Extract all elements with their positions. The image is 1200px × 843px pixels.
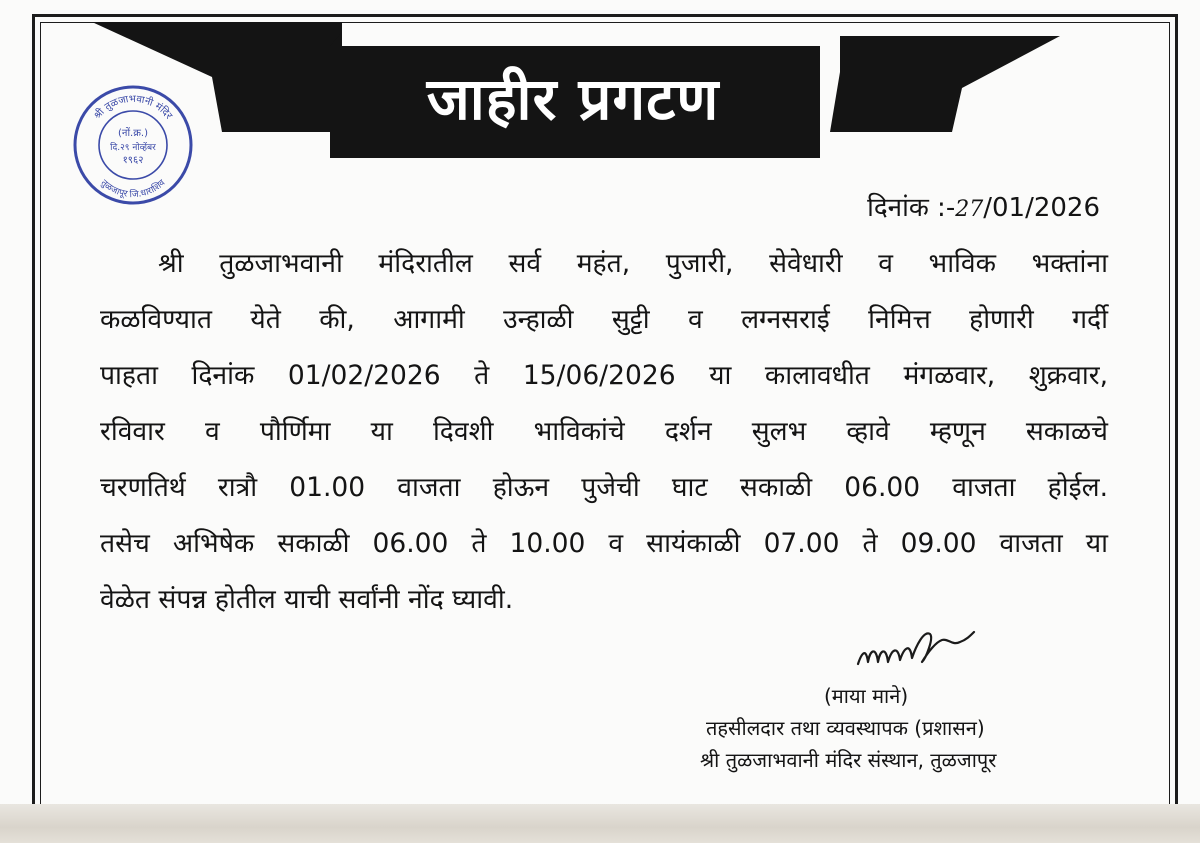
signatory-designation: तहसीलदार तथा व्यवस्थापक (प्रशासन) bbox=[706, 716, 985, 740]
body-line: वेळेत संपन्न होतील याची सर्वांनी नोंद घ्यावी. bbox=[100, 584, 514, 615]
signatory-organization: श्री तुळजाभवानी मंदिर संस्थान, तुळजापूर bbox=[700, 748, 997, 772]
body-line: तसेच अभिषेक सकाळी 06.00 ते 10.00 व सायंकाळी 07.00 ते 09.00 वाजता या bbox=[100, 528, 1108, 559]
notice-body bbox=[100, 236, 1108, 628]
notice-date bbox=[867, 188, 1100, 224]
notice-title: जाहीर प्रगटण bbox=[426, 64, 720, 133]
seal-center-mid: दि.२९ नोव्हेंबर bbox=[110, 143, 156, 153]
body-line: पाहता दिनांक 01/02/2026 ते 15/06/2026 या कालावधीत मंगळवार, शुक्रवार, bbox=[100, 360, 1108, 391]
date-printed: /01/2026 bbox=[983, 193, 1100, 223]
seal-ring-text: श्री तुळजाभवानी मंदिर bbox=[92, 93, 174, 122]
paper-edge-strip bbox=[0, 804, 1200, 843]
handwritten-signature bbox=[852, 612, 980, 676]
svg-text:श्री तुळजाभवानी मंदिर bbox=[91, 94, 174, 122]
seal-bottom-text: तुळजापूर जि.धाराशिव bbox=[98, 178, 168, 201]
date-label: दिनांक :- bbox=[867, 193, 956, 223]
body-line: श्री तुळजाभवानी मंदिरातील सर्व महंत, पुजारी, सेवेधारी व भाविक भक्तांना bbox=[158, 248, 1108, 279]
body-line: चरणतिर्थ रात्रौ 01.00 वाजता होऊन पुजेची घाट सकाळी 06.00 वाजता होईल. bbox=[100, 472, 1108, 503]
body-line: कळविण्यात येते की, आगामी उन्हाळी सुट्टी व लग्नसराई निमित्त होणारी गर्दी bbox=[100, 304, 1108, 335]
body-line: रविवार व पौर्णिमा या दिवशी भाविकांचे दर्शन सुलभ व्हावे म्हणून सकाळचे bbox=[100, 416, 1108, 447]
date-handwritten-day: 27 bbox=[955, 197, 984, 222]
seal-center-top: (नों.क्र.) bbox=[118, 128, 148, 139]
signatory-block bbox=[640, 680, 1140, 776]
official-seal-stamp bbox=[70, 82, 196, 208]
signatory-name: (माया माने) bbox=[824, 684, 909, 708]
seal-center-year: १९६२ bbox=[122, 155, 144, 166]
